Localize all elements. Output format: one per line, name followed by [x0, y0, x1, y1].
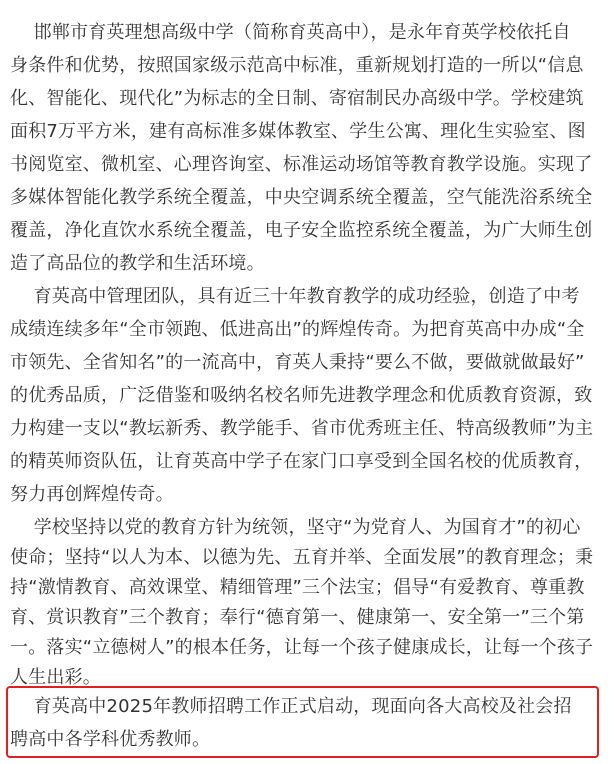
- text-line: 化、智能化、现代化”为标志的全日制、寄宿制民办高级中学。学校建筑: [10, 88, 584, 109]
- text-line: 多媒体智能化教学系统全覆盖，中央空调系统全覆盖，空气能洗浴系统全: [10, 187, 593, 208]
- text-line: 的精英师资队伍，让育英高中学子在家门口享受到全国名校的优质教育，: [10, 451, 593, 472]
- text-line: 的优秀品质，广泛借鉴和吸纳名校名师先进教学理念和优质教育资源，致: [10, 385, 593, 406]
- text-line: 书阅览室、微机室、心理咨询室、标准运动场馆等教育教学设施。实现了: [10, 154, 593, 175]
- text-line: 面积7万平方米，建有高标准多媒体教室、学生公寓、理化生实验室、图: [10, 121, 586, 142]
- text-line: 努力再创辉煌传奇。: [10, 484, 174, 505]
- text-line: 造了高品位的教学和生活环境。: [10, 253, 265, 274]
- text-line: 力构建一支以“教坛新秀、教学能手、省市优秀班主任、特高级教师”为主: [10, 418, 594, 439]
- text-line: 成绩连续多年“全市领跑、低进高出”的辉煌传奇。为把育英高中办成“全: [10, 319, 585, 340]
- text-line: 育英高中管理团队，具有近三十年教育教学的成功经验，创造了中考: [10, 286, 580, 307]
- text-line: 育英高中2025年教师招聘工作正式启动，现面向各大高校及社会招: [10, 696, 572, 717]
- text-line: 覆盖，净化直饮水系统全覆盖，电子安全监控系统全覆盖，为广大师生创: [10, 220, 593, 241]
- text-line: 育、赏识教育”三个教育；奉行“德育第一、健康第一、安全第一”三个第: [10, 607, 585, 628]
- text-line: 市领先、全省知名”的一流高中，育英人秉持“要么不做，要做就做最好”: [10, 352, 585, 373]
- text-line: 聘高中各学科优秀教师。: [10, 729, 211, 750]
- text-line: 学校坚持以党的教育方针为统领，坚守“为党育人、为国育才”的初心: [10, 517, 581, 538]
- text-line: 一。落实“立德树人”的根本任务，让每一个孩子健康成长，让每一个孩子: [10, 637, 594, 658]
- text-line: 邯郸市育英理想高级中学（简称育英高中），是永年育英学校依托自: [10, 22, 571, 43]
- text-line: 身条件和优势，按照国家级示范高中标准，重新规划打造的一所以“信息: [10, 55, 584, 76]
- text-line: 使命；坚持“以人为本、以德为先、五育并举、全面发展”的教育理念；秉: [10, 547, 594, 568]
- text-line: 人生出彩。: [10, 667, 101, 688]
- text-line: 持“激情教育、高效课堂、精细管理”三个法宝；倡导“有爱教育、尊重教: [10, 577, 585, 598]
